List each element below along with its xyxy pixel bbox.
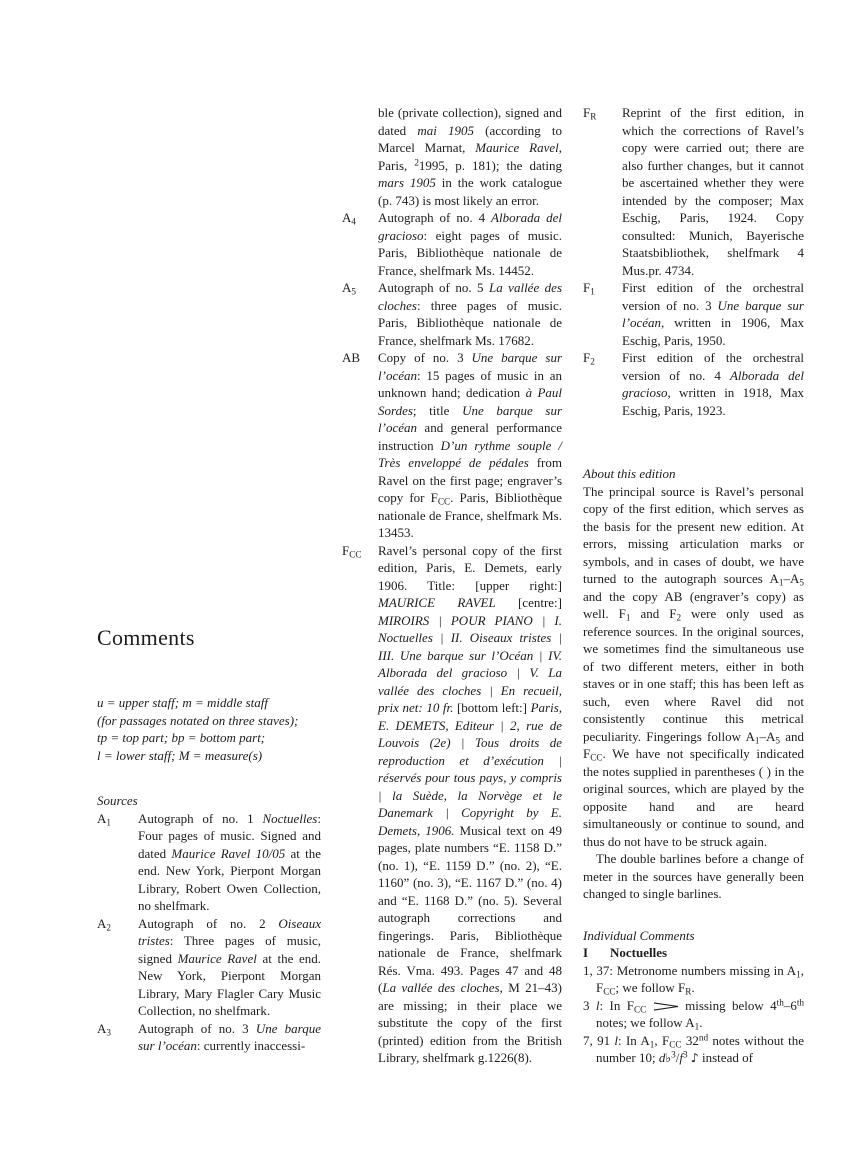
page-title: Comments (97, 625, 195, 650)
legend-line: (for passages notated on three staves); (97, 712, 299, 728)
source-siglum-f2: F2 (583, 350, 595, 367)
source-siglum-a3: A3 (97, 1020, 111, 1037)
continuation-paragraph: ble (private collection), signed and dated mai 1905 (according to Marcel Marnat, Maurice Ravel, Paris, $^2$1995, p. 181); the dating mars 1905 in the work catalogue (p. 743) is most likely an error. (378, 105, 562, 208)
middle-column (342, 104, 562, 1067)
individual-comment-3: 7, 91 l: In A1, FCC 32nd notes without the number 10; $d♭^3/f^3$ ♪ instead of (583, 1031, 805, 1065)
right-column (583, 104, 804, 1067)
legend-line: tp = top part; bp = bottom part; (97, 730, 266, 745)
individual-comments-heading: Individual Comments (583, 927, 695, 943)
individual-comment-1: 1, 37: Metronome numbers missing in A1, FCC; we follow FR. (583, 962, 804, 997)
source-description-a3: Autograph of no. 3 Une barque sur l’océan: currently inaccessi- (138, 1020, 321, 1053)
source-entry-a5 (342, 279, 562, 349)
movement-title: Noctuelles (610, 945, 668, 960)
movement-heading (583, 944, 804, 962)
movement-number: I (583, 945, 589, 960)
legend-line: u = upper staff; m = middle staff (97, 695, 269, 710)
source-description-ab: Copy of no. 3 Une barque sur l’océan: 15 pages of music in an unknown hand; dedication à Paul Sordes; title Une barque sur l’océan and general performance instruction D’un rythme souple / Très enveloppé de pédales from Ravel on the first page; engraver’s copy for FCC. Paris, Bibliothèque nationale de France, shelfmark Ms. 13453. (378, 350, 562, 540)
source-description-a4: Autograph of no. 4 Alborada del gracioso: eight pages of music. Paris, Bibliothèque nationale de France, shelfmark Ms. 14452. (378, 210, 562, 278)
source-entry-fcc (342, 542, 562, 1067)
legend-line: l = lower staff; M = measure(s) (97, 747, 263, 763)
source-description-f1: First edition of the orchestral version of no. 3 Une barque sur l’océan, written in 1906, Max Eschig, Paris, 1950. (622, 280, 804, 348)
abbreviation-legend (97, 694, 321, 764)
about-edition-paragraph-1: The principal source is Ravel’s personal copy of the first edition, which serves as the basis for the present new edition. At errors, missing articulation marks or symbols, and in cases of doubt, we have turned to the autograph sources A1–A5 and the copy AB (engraver’s copy) as well. F1 and F2 were only used as reference sources. In the original sources, we sometimes find the simultaneous use of two different meters, either in both staves or in one staff; this has been left as such, even where Ravel did not consistently continue this metrical peculiarity. Fingerings follow A1–A5 and FCC. We have not specifically indicated the notes supplied in parentheses ( ) in the original sources, which are played by the opposite hand and are heard simultaneously or continue to sound, and thus do not have to be struck again. (583, 483, 804, 849)
source-entry-ab (342, 349, 562, 542)
source-siglum-a2: A2 (97, 915, 111, 932)
source-entry-a1 (97, 810, 321, 915)
diminuendo-hairpin-icon (653, 998, 679, 1013)
source-description-a2: Autograph of no. 2 Oiseaux tristes: Three pages of music, signed Maurice Ravel at the end. New York, Pierpont Morgan Library, Mary Flagler Cary Music Collection, no shelfmark. (138, 915, 321, 1018)
source-entry-a2 (97, 915, 321, 1020)
source-description-fcc: Ravel’s personal copy of the first edition, Paris, E. Demets, early 1906. Title: [upper right:] MAURICE RAVEL [centre:] MIROIRS | POUR PIANO | I. Noctuelles | II. Oiseaux tristes | III. Une barque sur l’Océan | IV. Alborada del gracioso | V. La vallée des cloches | En recueil, prix net: 10 fr. [bottom left:] Paris, E. DEMETS, Editeur | 2, rue de Louvois (2e) | Tous droits de reproduction et d’exécution | réservés pour tous pays, y compris | la Suède, la Norvège et le Danemark | Copyright by E. Demets, 1906. Musical text on 49 pages, plate numbers “E. 1158 D.” (no. 1), “E. 1159 D.” (no. 2), “E. 1160” (no. 3), “E. 1167 D.” (no. 4) and “E. 1168 D.” (no. 5). Several autograph corrections and fingerings. Paris, Bibliothèque nationale de France, shelfmark Rés. Vma. 493. Pages 47 and 48 (La vallée des cloches, M 21–43) are missing; in their place we substitute the copy of the first (printed) edition from the British Library, shelfmark g.1226(8). (378, 542, 563, 1065)
about-edition-paragraph-2: The double barlines before a change of meter in the sources have generally been changed to single barlines. (583, 851, 804, 901)
source-entry-a4 (342, 209, 562, 279)
source-entry-f1 (583, 279, 804, 349)
source-description-fr: Reprint of the first edition, in which the corrections of Ravel’s copy were carried out; there are also further changes, but it cannot be ascertained whether they were intended by the composer; Max Eschig, Paris, 1924. Copy consulted: Munich, Bayerische Staatsbibliothek, shelfmark 4 Mus.pr. 4734. (622, 105, 804, 278)
source-entry-f2 (583, 349, 804, 419)
left-column (97, 625, 321, 1055)
source-description-f2: First edition of the orchestral version of no. 4 Alborada del gracioso, written in 1918, Max Eschig, Paris, 1923. (622, 350, 804, 418)
sources-heading: Sources (97, 793, 138, 808)
about-edition-heading: About this edition (583, 466, 676, 481)
source-entry-fr (583, 104, 804, 279)
source-siglum-ab: AB (342, 350, 361, 365)
source-siglum-a5: A5 (342, 280, 356, 297)
source-description-a5: Autograph of no. 5 La vallée des cloches: three pages of music. Paris, Bibliothèque nationale de France, shelfmark Ms. 17682. (378, 280, 562, 348)
source-siglum-a4: A4 (342, 210, 356, 227)
source-siglum-fr: FR (583, 105, 597, 122)
source-siglum-f1: F1 (583, 280, 595, 297)
individual-comment-2: 3 l: In FCC missing below 4th–6th notes; we follow A1. (583, 996, 805, 1032)
source-siglum-fcc: FCC (342, 542, 362, 559)
source-entry-a3 (97, 1020, 321, 1055)
source-siglum-a1: A1 (97, 810, 111, 827)
source-description-a1: Autograph of no. 1 Noctuelles: Four pages of music. Signed and dated Maurice Ravel 10/05 at the end. New York, Pierpont Morgan Library, Robert Owen Collection, no shelfmark. (138, 810, 321, 913)
